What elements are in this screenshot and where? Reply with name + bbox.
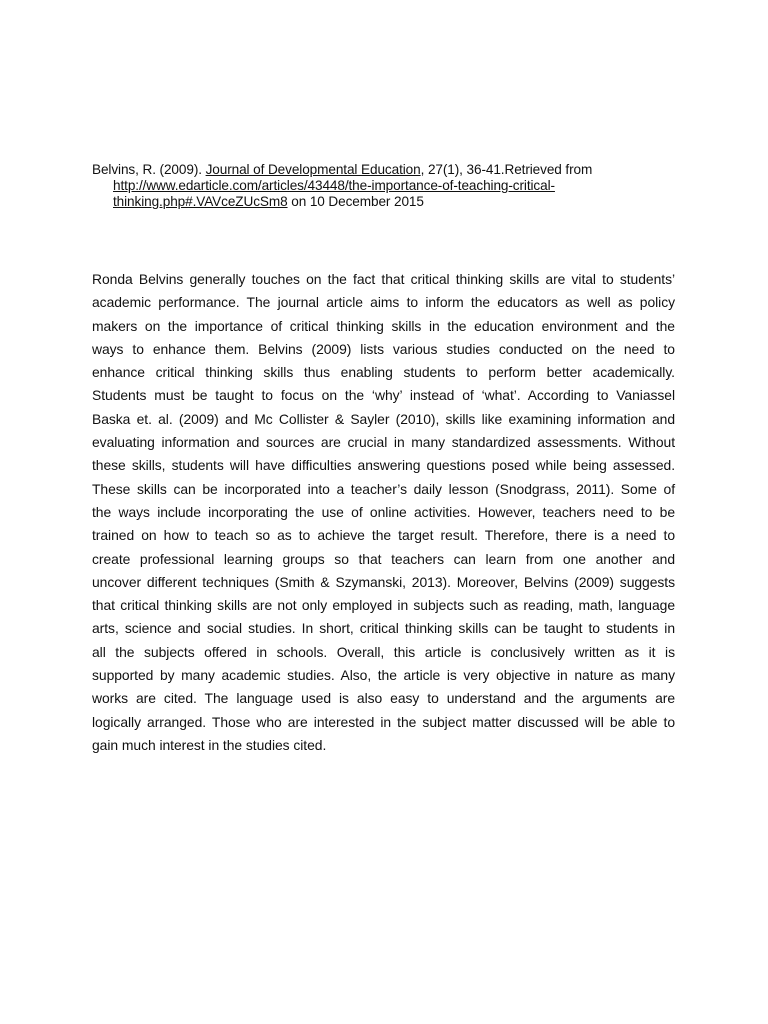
reference-citation <box>92 162 652 210</box>
paragraph-line: ways to enhance them. Belvins (2009) lists various studies conducted on the need to <box>92 340 675 357</box>
reference-line-2 <box>92 178 652 194</box>
reference-line-3 <box>92 194 652 210</box>
paragraph-line: all the subjects offered in schools. Overall, this article is conclusively written as it is <box>92 643 675 660</box>
paragraph-line: These skills can be incorporated into a teacher’s daily lesson (Snodgrass, 2011). Some of <box>92 480 675 497</box>
paragraph-line: supported by many academic studies. Also, the article is very objective in nature as many <box>92 667 675 684</box>
paragraph-line: evaluating information and sources are crucial in many standardized assessments. Without <box>92 434 675 451</box>
paragraph-line: the ways include incorporating the use of online activities. However, teachers need to be <box>92 503 675 520</box>
paragraph-line: Baska et. al. (2009) and Mc Collister & Sayler (2010), skills like examining information and <box>92 410 675 427</box>
paragraph-line: these skills, students will have difficulties answering questions posed while being assessed. <box>92 457 675 474</box>
reference-line-1 <box>92 162 652 178</box>
paragraph-line: uncover different techniques (Smith & Szymanski, 2013). Moreover, Belvins (2009) suggests <box>92 573 675 590</box>
reference-details: , 27(1), 36-41.Retrieved from <box>420 162 593 177</box>
paragraph-line: Ronda Belvins generally touches on the fact that critical thinking skills are vital to students’ <box>92 271 675 287</box>
paragraph-line: Students must be taught to focus on the ‘why’ instead of ‘what’. According to Vaniassel <box>92 387 675 404</box>
paragraph-line: create professional learning groups so that teachers can learn from one another and <box>92 550 675 567</box>
summary-paragraph <box>92 268 675 757</box>
paragraph-line: academic performance. The journal article aims to inform the educators as well as policy <box>92 294 675 311</box>
reference-url[interactable]: http://www.edarticle.com/articles/43448/the-importance-of-teaching-critical- <box>113 178 555 193</box>
paragraph-line: arts, science and social studies. In short, critical thinking skills can be taught to students in <box>92 620 675 637</box>
paragraph-line: makers on the importance of critical thinking skills in the education environment and the <box>92 317 675 334</box>
paragraph-line: logically arranged. Those who are interested in the subject matter discussed will be able to <box>92 713 675 730</box>
reference-accessed-date: on 10 December 2015 <box>287 194 424 209</box>
reference-url-continued[interactable]: thinking.php#.VAVceZUcSm8 <box>113 194 288 209</box>
reference-lead: Belvins, R. (2009). <box>92 162 206 177</box>
paragraph-line: gain much interest in the studies cited. <box>92 736 327 753</box>
journal-title: Journal of Developmental Education <box>205 162 421 177</box>
paragraph-line: works are cited. The language used is also easy to understand and the arguments are <box>92 690 675 707</box>
paragraph-line: enhance critical thinking skills thus enabling students to perform better academically. <box>92 364 675 381</box>
paragraph-line: trained on how to teach so as to achieve the target result. Therefore, there is a need to <box>92 527 675 544</box>
paragraph-line: that critical thinking skills are not only employed in subjects such as reading, math, language <box>92 597 675 614</box>
